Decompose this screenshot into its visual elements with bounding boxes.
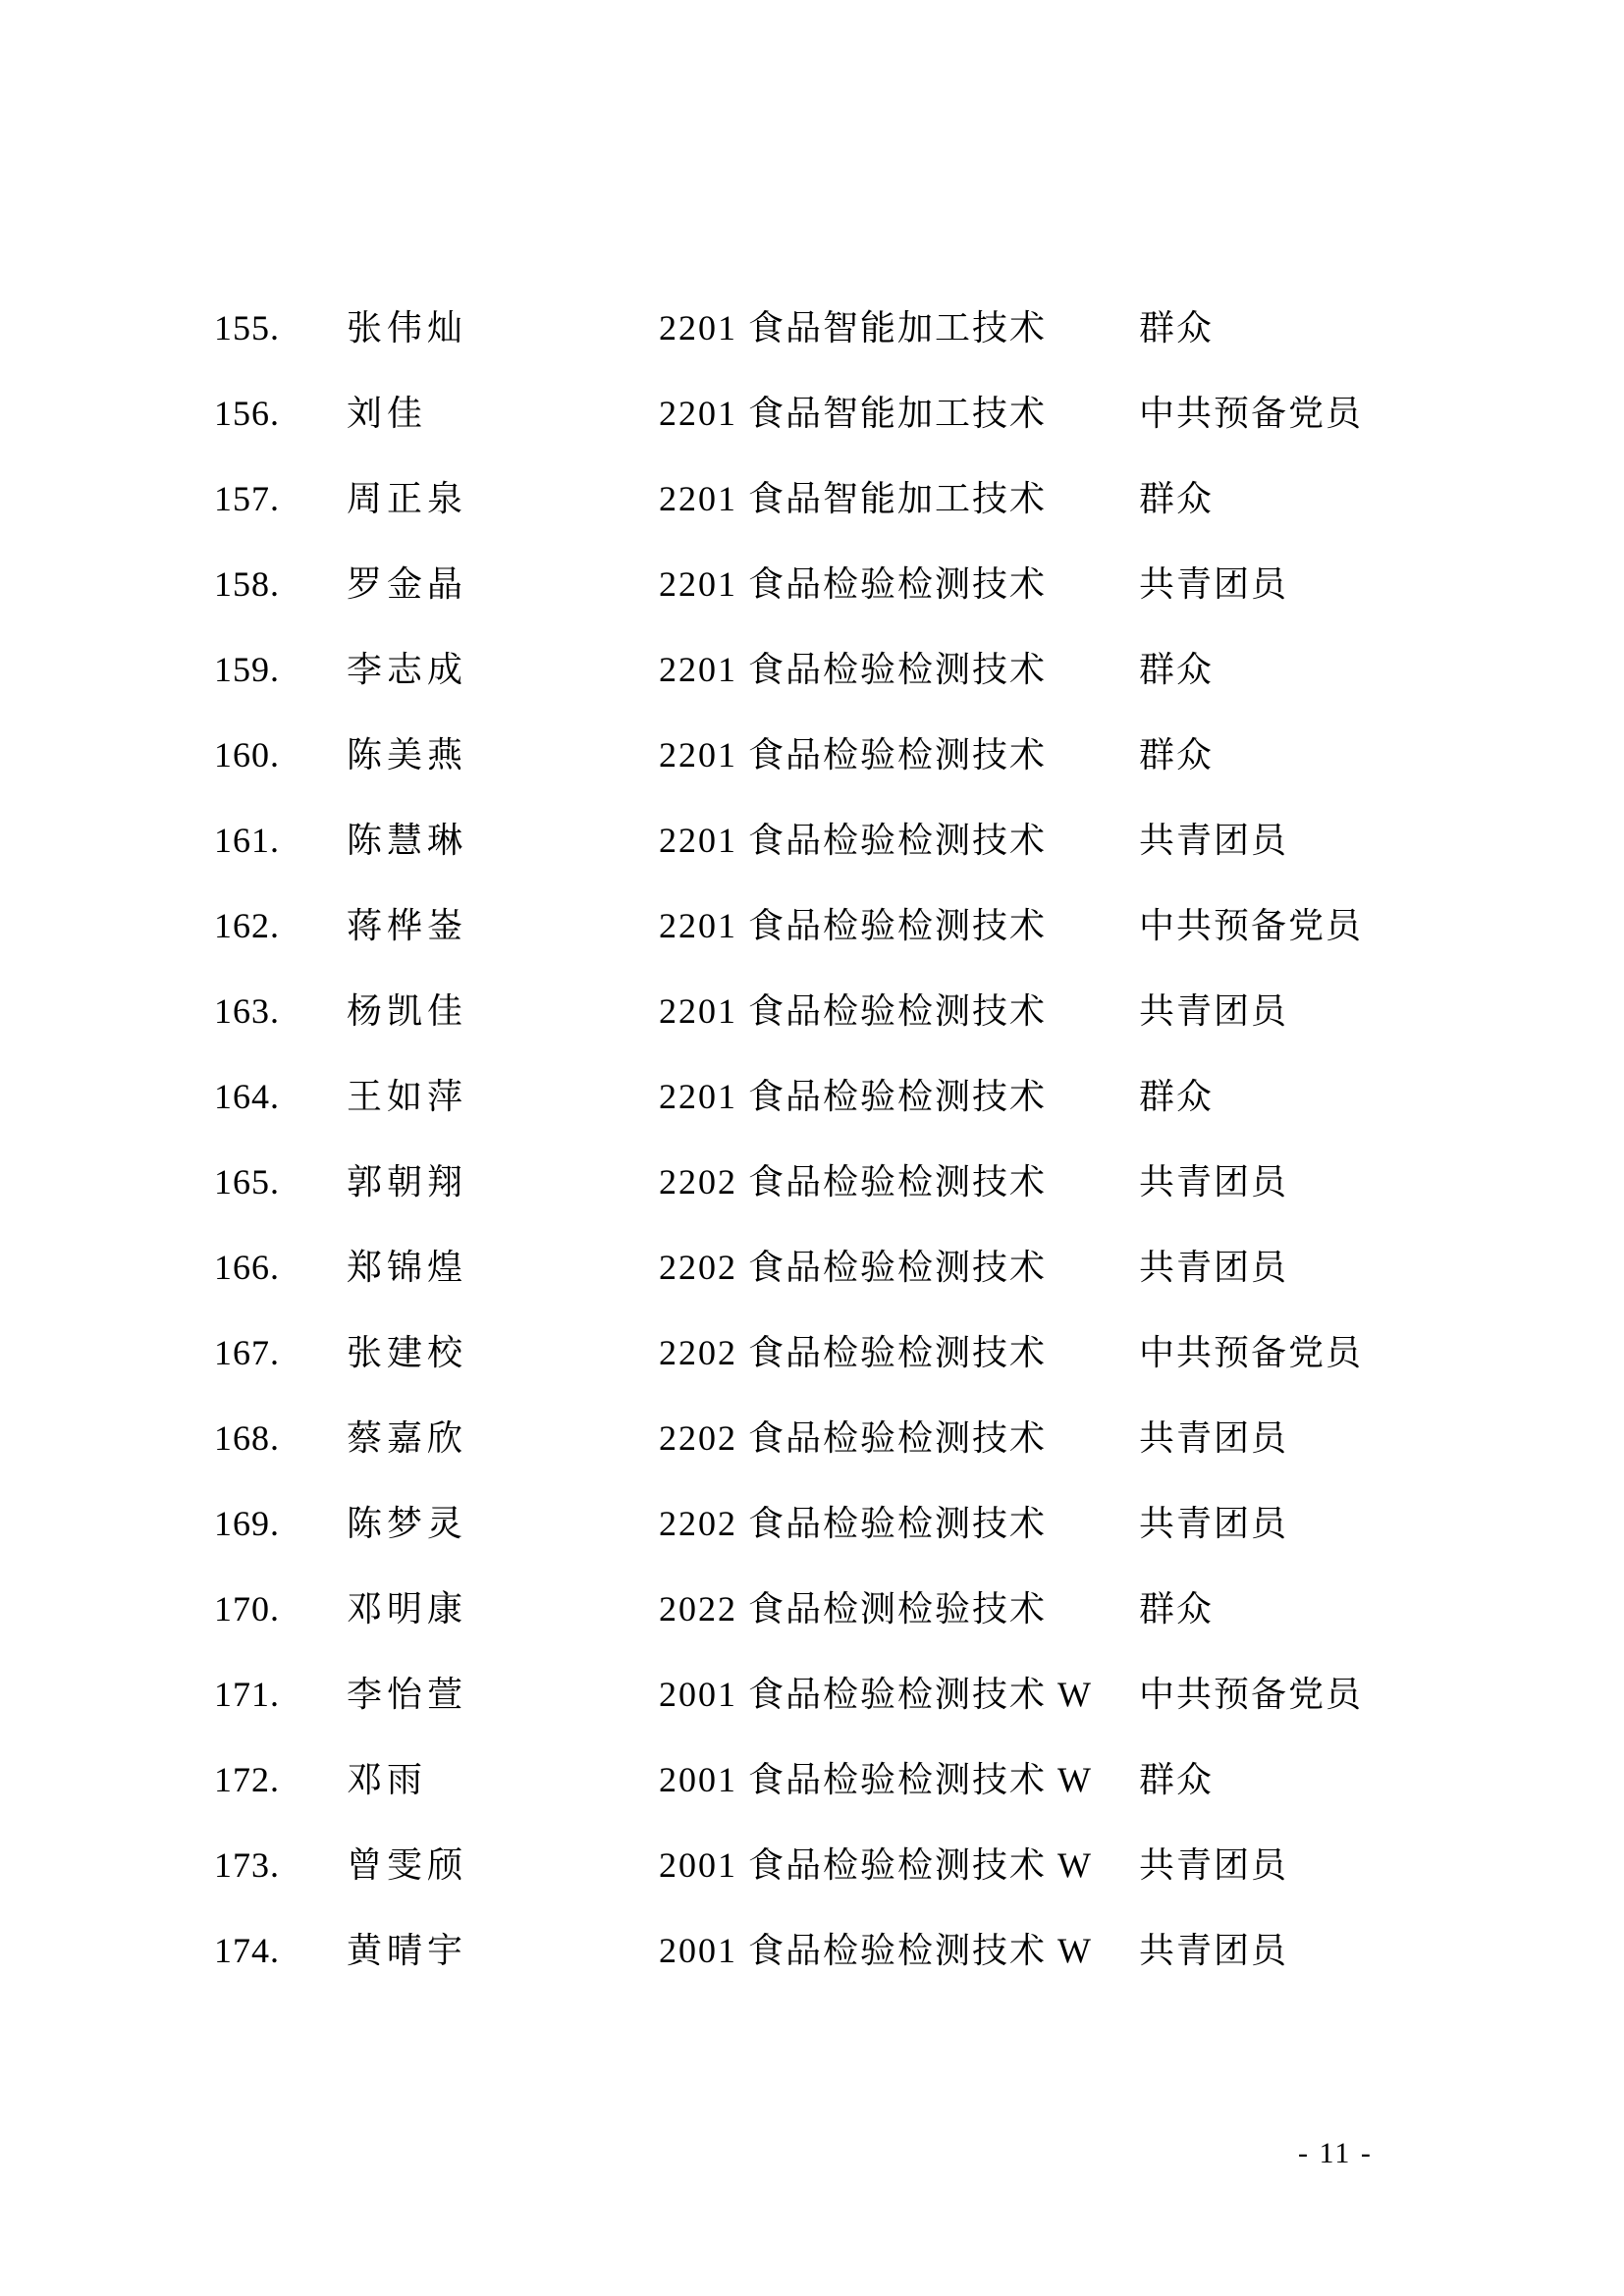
political-status: 群众 bbox=[1139, 479, 1215, 518]
political-status: 中共预备党员 bbox=[1139, 906, 1364, 945]
student-name: 蒋桦崟 bbox=[347, 906, 468, 945]
class-program: 2201 食品检验检测技术 bbox=[659, 821, 1048, 860]
political-status: 中共预备党员 bbox=[1139, 1675, 1364, 1714]
class-program: 2202 食品检验检测技术 bbox=[659, 1504, 1048, 1543]
student-name: 王如萍 bbox=[347, 1077, 468, 1116]
table-row bbox=[0, 822, 1624, 907]
row-number: 171. bbox=[214, 1675, 280, 1714]
class-program: 2202 食品检验检测技术 bbox=[659, 1333, 1048, 1372]
table-row bbox=[0, 1249, 1624, 1334]
political-status: 共青团员 bbox=[1139, 991, 1289, 1031]
row-number: 168. bbox=[214, 1418, 280, 1458]
table-row bbox=[0, 1163, 1624, 1249]
student-name: 黄晴宇 bbox=[347, 1931, 468, 1970]
row-number: 169. bbox=[214, 1504, 280, 1543]
row-number: 158. bbox=[214, 564, 280, 604]
class-program: 2201 食品检验检测技术 bbox=[659, 735, 1048, 774]
political-status: 中共预备党员 bbox=[1139, 1333, 1364, 1372]
political-status: 共青团员 bbox=[1139, 1418, 1289, 1458]
student-name: 郑锦煌 bbox=[347, 1248, 468, 1287]
class-program: 2202 食品检验检测技术 bbox=[659, 1162, 1048, 1201]
student-roster-list bbox=[0, 309, 1624, 2017]
political-status: 群众 bbox=[1139, 735, 1215, 774]
table-row bbox=[0, 992, 1624, 1078]
row-number: 155. bbox=[214, 308, 280, 347]
political-status: 群众 bbox=[1139, 1589, 1215, 1629]
table-row bbox=[0, 1334, 1624, 1419]
class-program: 2201 食品检验检测技术 bbox=[659, 906, 1048, 945]
table-row bbox=[0, 907, 1624, 992]
student-name: 蔡嘉欣 bbox=[347, 1418, 468, 1458]
table-row bbox=[0, 1846, 1624, 1932]
student-name: 曾雯颀 bbox=[347, 1845, 468, 1885]
table-row bbox=[0, 1078, 1624, 1163]
student-name: 张伟灿 bbox=[347, 308, 468, 347]
political-status: 群众 bbox=[1139, 308, 1215, 347]
table-row bbox=[0, 651, 1624, 736]
row-number: 163. bbox=[214, 991, 280, 1031]
table-row bbox=[0, 736, 1624, 822]
class-program: 2201 食品检验检测技术 bbox=[659, 564, 1048, 604]
row-number: 172. bbox=[214, 1760, 280, 1799]
student-name: 周正泉 bbox=[347, 479, 468, 518]
student-name: 杨凯佳 bbox=[347, 991, 468, 1031]
page-number: - 11 - bbox=[1298, 2137, 1373, 2169]
table-row bbox=[0, 1419, 1624, 1505]
class-program: 2201 食品检验检测技术 bbox=[659, 650, 1048, 689]
student-name: 李怡萱 bbox=[347, 1675, 468, 1714]
class-program: 2001 食品检验检测技术 W bbox=[659, 1760, 1093, 1799]
row-number: 161. bbox=[214, 821, 280, 860]
table-row bbox=[0, 395, 1624, 480]
political-status: 共青团员 bbox=[1139, 1248, 1289, 1287]
class-program: 2022 食品检测检验技术 bbox=[659, 1589, 1048, 1629]
political-status: 共青团员 bbox=[1139, 1162, 1289, 1201]
political-status: 共青团员 bbox=[1139, 1504, 1289, 1543]
student-name: 邓雨 bbox=[347, 1760, 428, 1799]
political-status: 群众 bbox=[1139, 1077, 1215, 1116]
class-program: 2201 食品智能加工技术 bbox=[659, 394, 1048, 433]
class-program: 2201 食品检验检测技术 bbox=[659, 991, 1048, 1031]
class-program: 2001 食品检验检测技术 W bbox=[659, 1675, 1093, 1714]
political-status: 共青团员 bbox=[1139, 1845, 1289, 1885]
row-number: 167. bbox=[214, 1333, 280, 1372]
table-row bbox=[0, 1590, 1624, 1676]
student-name: 陈梦灵 bbox=[347, 1504, 468, 1543]
class-program: 2201 食品智能加工技术 bbox=[659, 479, 1048, 518]
political-status: 群众 bbox=[1139, 1760, 1215, 1799]
political-status: 中共预备党员 bbox=[1139, 394, 1364, 433]
student-name: 郭朝翔 bbox=[347, 1162, 468, 1201]
table-row bbox=[0, 1676, 1624, 1761]
class-program: 2001 食品检验检测技术 W bbox=[659, 1931, 1093, 1970]
student-name: 陈美燕 bbox=[347, 735, 468, 774]
row-number: 166. bbox=[214, 1248, 280, 1287]
political-status: 共青团员 bbox=[1139, 1931, 1289, 1970]
student-name: 罗金晶 bbox=[347, 564, 468, 604]
class-program: 2001 食品检验检测技术 W bbox=[659, 1845, 1093, 1885]
row-number: 170. bbox=[214, 1589, 280, 1629]
row-number: 174. bbox=[214, 1931, 280, 1970]
class-program: 2202 食品检验检测技术 bbox=[659, 1248, 1048, 1287]
political-status: 共青团员 bbox=[1139, 564, 1289, 604]
class-program: 2201 食品检验检测技术 bbox=[659, 1077, 1048, 1116]
row-number: 173. bbox=[214, 1845, 280, 1885]
student-name: 邓明康 bbox=[347, 1589, 468, 1629]
political-status: 群众 bbox=[1139, 650, 1215, 689]
table-row bbox=[0, 309, 1624, 395]
row-number: 164. bbox=[214, 1077, 280, 1116]
student-name: 李志成 bbox=[347, 650, 468, 689]
political-status: 共青团员 bbox=[1139, 821, 1289, 860]
row-number: 156. bbox=[214, 394, 280, 433]
row-number: 157. bbox=[214, 479, 280, 518]
row-number: 165. bbox=[214, 1162, 280, 1201]
row-number: 159. bbox=[214, 650, 280, 689]
student-name: 张建校 bbox=[347, 1333, 468, 1372]
student-name: 陈慧琳 bbox=[347, 821, 468, 860]
table-row bbox=[0, 565, 1624, 651]
table-row bbox=[0, 480, 1624, 565]
table-row bbox=[0, 1761, 1624, 1846]
table-row bbox=[0, 1932, 1624, 2017]
student-name: 刘佳 bbox=[347, 394, 428, 433]
class-program: 2201 食品智能加工技术 bbox=[659, 308, 1048, 347]
class-program: 2202 食品检验检测技术 bbox=[659, 1418, 1048, 1458]
row-number: 160. bbox=[214, 735, 280, 774]
table-row bbox=[0, 1505, 1624, 1590]
row-number: 162. bbox=[214, 906, 280, 945]
